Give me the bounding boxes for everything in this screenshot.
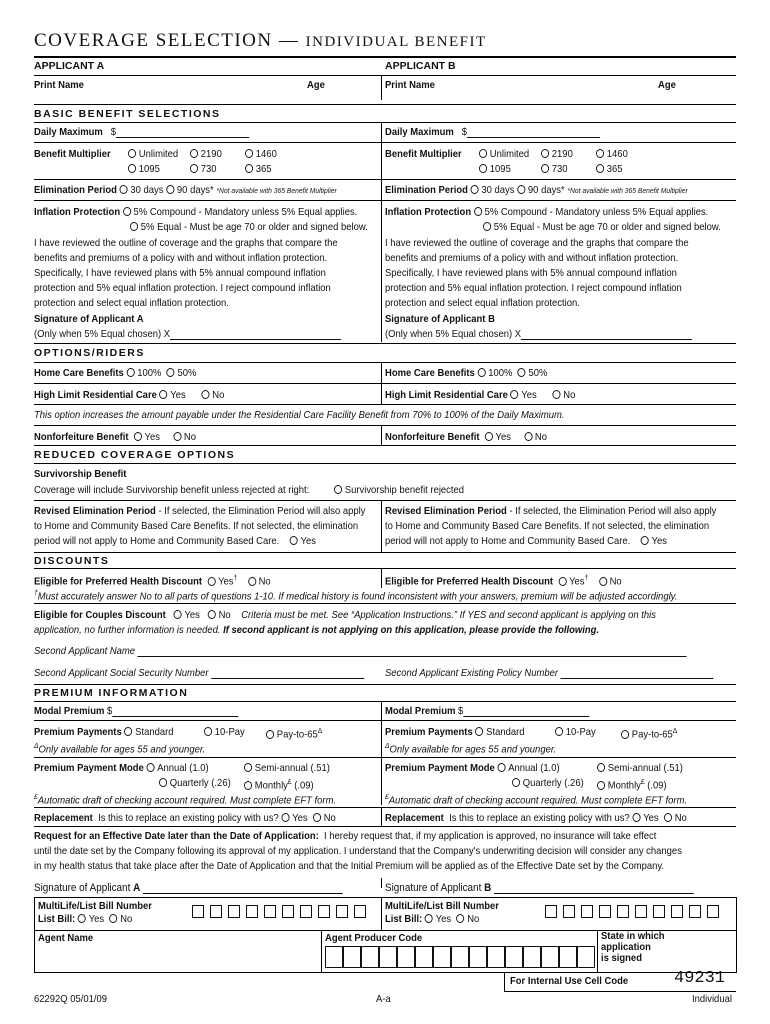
producer-code-digit[interactable] bbox=[559, 946, 577, 968]
agent-name-field[interactable]: Agent Name bbox=[38, 932, 94, 944]
applicant-a-print-name-field[interactable]: Print Name bbox=[34, 79, 84, 91]
infl-a-equal[interactable]: 5% Equal - Must be age 70 or older and signed below. bbox=[130, 221, 368, 233]
high-limit-b: High Limit Residential Care Yes No bbox=[385, 389, 576, 401]
signature-b-equal-field[interactable]: (Only when 5% Equal chosen) X bbox=[385, 328, 692, 340]
title-rule bbox=[34, 56, 736, 58]
mult-b-365[interactable]: 365 bbox=[596, 163, 623, 175]
multilife-b-digit[interactable] bbox=[707, 905, 719, 918]
infl-b-equal[interactable]: 5% Equal - Must be age 70 or older and signed below. bbox=[483, 221, 721, 233]
high-limit-b-no[interactable] bbox=[552, 390, 560, 399]
producer-code-digit[interactable] bbox=[415, 946, 433, 968]
page-number: A-a bbox=[376, 993, 391, 1005]
pm-b-semi[interactable]: Semi-annual (.51) bbox=[597, 762, 683, 774]
multilife-b-digit[interactable] bbox=[563, 905, 575, 918]
inflation-protection-b: Inflation Protection 5% Compound - Mandatory unless 5% Equal applies. bbox=[385, 206, 709, 218]
multilife-b-digit[interactable] bbox=[617, 905, 629, 918]
premium-note-b: $^\Delta$Only available for ages 55 and younger. bbox=[385, 741, 557, 756]
modal-premium-a[interactable]: Modal Premium $ bbox=[34, 705, 238, 717]
mult-a-730[interactable]: 730 bbox=[190, 163, 217, 175]
pp-a-pay65[interactable]: Pay-$to-65^\Delta$ bbox=[266, 726, 322, 741]
applicant-b-print-name-field[interactable]: Print Name bbox=[385, 79, 435, 91]
multilife-b-digit[interactable] bbox=[689, 905, 701, 918]
list-bill-b-yes[interactable] bbox=[425, 914, 433, 923]
infl-b-compound[interactable] bbox=[474, 207, 482, 216]
pm-a-quarterly[interactable]: Quarterly (.26) bbox=[159, 777, 231, 789]
producer-code-digit[interactable] bbox=[451, 946, 469, 968]
home-care-b-100[interactable] bbox=[477, 368, 485, 377]
signature-b-label: Signature of Applicant B bbox=[385, 313, 495, 325]
high-limit-a: High Limit Residential Care Yes No bbox=[34, 389, 225, 401]
agent-producer-code-label: Agent Producer Code bbox=[325, 932, 423, 944]
elimination-period-a: Elimination Period 30 days 90 days* *Not available with 365 Benefit Multiplier bbox=[34, 184, 337, 196]
list-bill-a-yes[interactable] bbox=[78, 914, 86, 923]
applicant-b-age-field[interactable]: Age bbox=[658, 79, 676, 91]
multilife-a-digit[interactable] bbox=[354, 905, 366, 918]
payment-mode-a: Premium Payment Mode Annual (1.0) bbox=[34, 762, 209, 774]
nonforfeit-a-no[interactable] bbox=[173, 432, 181, 441]
couples-discount: Eligible for Couples Discount Yes No Criteria must be met. See “Application Instructions.” If YES and second applicant is applying on this bbox=[34, 609, 656, 621]
high-limit-a-yes[interactable] bbox=[160, 390, 168, 399]
mult-b-1095[interactable]: 1095 bbox=[479, 163, 511, 175]
replacement-b: Replacement Is this to replace an existing policy with us? Yes No bbox=[385, 812, 687, 824]
benefit-multiplier-label-b: Benefit Multiplier bbox=[385, 148, 462, 160]
high-limit-note: This option increases the amount payable under the Residential Care Facility Benefit from 70% to 100% of the Daily Maximum. bbox=[34, 409, 565, 421]
revised-a-yes[interactable] bbox=[290, 536, 298, 545]
revised-b-yes[interactable] bbox=[641, 536, 649, 545]
producer-code-digit[interactable] bbox=[325, 946, 343, 968]
survivorship-label: Survivorship Benefit bbox=[34, 468, 127, 480]
pp-a-10pay[interactable]: 10-Pay bbox=[204, 726, 245, 738]
multilife-b-digit[interactable] bbox=[635, 905, 647, 918]
multilife-a-digit[interactable] bbox=[264, 905, 276, 918]
pm-b-quarterly[interactable]: Quarterly (.26) bbox=[512, 777, 584, 789]
elim-a-30[interactable] bbox=[120, 185, 128, 194]
preferred-b-yes[interactable] bbox=[558, 577, 566, 586]
pp-b-standard[interactable] bbox=[475, 727, 483, 736]
second-applicant-policy-field[interactable]: Second Applicant Existing Policy Number bbox=[385, 667, 714, 679]
inflation-protection-a: Inflation Protection 5% Compound - Mandatory unless 5% Equal applies. bbox=[34, 206, 358, 218]
infl-a-compound[interactable] bbox=[123, 207, 131, 216]
nonforfeiture-b: Nonforfeiture Benefit Yes No bbox=[385, 431, 548, 443]
applicant-b-heading: APPLICANT B bbox=[385, 60, 456, 72]
couples-yes[interactable] bbox=[174, 610, 182, 619]
mult-b-1460[interactable]: 1460 bbox=[596, 148, 628, 160]
pm-b-annual[interactable] bbox=[497, 763, 505, 772]
daily-maximum-b[interactable]: Daily Maximum $ bbox=[385, 126, 600, 138]
high-limit-a-no[interactable] bbox=[201, 390, 209, 399]
nonforfeiture-a: Nonforfeiture Benefit Yes No bbox=[34, 431, 197, 443]
mult-a-1460[interactable]: 1460 bbox=[245, 148, 277, 160]
home-care-a-100[interactable] bbox=[126, 368, 134, 377]
multilife-a-digit[interactable] bbox=[246, 905, 258, 918]
second-applicant-ssn-field[interactable]: Second Applicant Social Security Number bbox=[34, 667, 364, 679]
nonforfeit-b-yes[interactable] bbox=[485, 432, 493, 441]
pm-b-monthly[interactable]: Monthly£ (.09) bbox=[597, 777, 667, 792]
multilife-a-digit[interactable] bbox=[192, 905, 204, 918]
survivorship-reject-option[interactable]: Survivorship benefit rejected bbox=[334, 484, 464, 496]
couples-note: application, no further information is needed. If second applicant is not applying on this application, please provide the following. bbox=[34, 624, 600, 636]
payment-mode-b: Premium Payment Mode Annual (1.0) bbox=[385, 762, 560, 774]
multilife-a-digit[interactable] bbox=[228, 905, 240, 918]
mult-a-2190[interactable]: 2190 bbox=[190, 148, 222, 160]
multilife-b: MultiLife/List Bill Number List Bill: Yes No bbox=[385, 900, 499, 925]
pp-a-standard[interactable] bbox=[124, 727, 132, 736]
multilife-a-digit[interactable] bbox=[336, 905, 348, 918]
state-signed-label: State in which application is signed bbox=[601, 930, 665, 964]
section-basic-benefit: BASIC BENEFIT SELECTIONS bbox=[34, 108, 221, 120]
preferred-discount-b: Eligible for Preferred Health Discount Yes† No bbox=[385, 573, 622, 588]
replacement-a-yes[interactable] bbox=[281, 813, 289, 822]
producer-code-digit[interactable] bbox=[469, 946, 487, 968]
nonforfeit-b-no[interactable] bbox=[524, 432, 532, 441]
mult-b-unlimited[interactable]: Unlimited bbox=[479, 148, 529, 160]
couples-no[interactable] bbox=[208, 610, 216, 619]
eft-note-b: £Automatic draft of checking account required. Must complete EFT form. bbox=[385, 792, 688, 807]
home-care-a-50[interactable] bbox=[167, 368, 175, 377]
effective-date-request: Request for an Effective Date later than the Date of Application: I hereby request that, if my application is approved, no insurance will take effect until the date set by the Company following its approval of my application. I understand that the Company's underwriting decision will consider any changes in my health status that take place after the Date of Application and that the Initial Premium will be applied as of the Effective Date set by the Company. bbox=[34, 830, 682, 872]
review-text-a: I have reviewed the outline of coverage and the graphs that compare the benefits and premiums of a policy with and without inflation protection. Specifically, I have reviewed plans with 5% annual compound inflation protection and 5% equal inflation protection. I reject compound inflation protection and select equal inflation protection. bbox=[34, 237, 338, 309]
producer-code-digit[interactable] bbox=[505, 946, 523, 968]
applicant-a-heading: APPLICANT A bbox=[34, 60, 105, 72]
eft-note-a: £Automatic draft of checking account required. Must complete EFT form. bbox=[34, 792, 337, 807]
home-care-b: Home Care Benefits 100% 50% bbox=[385, 367, 548, 379]
producer-code-digit[interactable] bbox=[523, 946, 541, 968]
daily-maximum-a[interactable]: Daily Maximum $ bbox=[34, 126, 249, 138]
elim-a-90[interactable] bbox=[166, 185, 174, 194]
preferred-b-no[interactable] bbox=[599, 577, 607, 586]
cell-code-value: 49231 bbox=[674, 969, 726, 988]
premium-note-a: $^\Delta$Only available for ages 55 and younger. bbox=[34, 741, 206, 756]
modal-premium-b[interactable]: Modal Premium $ bbox=[385, 705, 589, 717]
mult-a-unlimited[interactable]: Unlimited bbox=[128, 148, 178, 160]
elim-b-30[interactable] bbox=[471, 185, 479, 194]
second-applicant-name-field[interactable]: Second Applicant Name bbox=[34, 645, 687, 657]
elim-b-90[interactable] bbox=[517, 185, 525, 194]
preferred-a-no[interactable] bbox=[248, 577, 256, 586]
signature-a-equal-field[interactable]: (Only when 5% Equal chosen) X bbox=[34, 328, 341, 340]
multilife-a-digit[interactable] bbox=[282, 905, 294, 918]
mult-a-1095[interactable]: 1095 bbox=[128, 163, 160, 175]
survivorship-text: Coverage will include Survivorship benefit unless rejected at right: bbox=[34, 484, 310, 496]
replacement-a: Replacement Is this to replace an existing policy with us? Yes No bbox=[34, 812, 336, 824]
pp-b-10pay[interactable]: 10-Pay bbox=[555, 726, 596, 738]
internal-use-cell-code-label: For Internal Use Cell Code bbox=[510, 975, 629, 987]
producer-code-digit[interactable] bbox=[343, 946, 361, 968]
multilife-b-digit[interactable] bbox=[581, 905, 593, 918]
replacement-a-no[interactable] bbox=[313, 813, 321, 822]
multilife-a-digit[interactable] bbox=[300, 905, 312, 918]
pm-a-monthly[interactable]: Monthly£ (.09) bbox=[244, 777, 314, 792]
premium-payments-b: Premium Payments Standard bbox=[385, 726, 525, 738]
producer-code-digit[interactable] bbox=[433, 946, 451, 968]
replacement-b-no[interactable] bbox=[664, 813, 672, 822]
page-title: COVERAGE SELECTION — INDIVIDUAL BENEFIT bbox=[34, 30, 487, 51]
applicant-a-age-field[interactable]: Age bbox=[307, 79, 325, 91]
nonforfeit-a-yes[interactable] bbox=[134, 432, 142, 441]
section-premium: PREMIUM INFORMATION bbox=[34, 687, 189, 699]
multilife-a: MultiLife/List Bill Number List Bill: Yes No bbox=[38, 900, 152, 925]
multilife-b-digit[interactable] bbox=[545, 905, 557, 918]
multilife-b-digit[interactable] bbox=[653, 905, 665, 918]
producer-code-digit[interactable] bbox=[541, 946, 559, 968]
mult-b-2190[interactable]: 2190 bbox=[541, 148, 573, 160]
benefit-multiplier-label-a: Benefit Multiplier bbox=[34, 148, 111, 160]
review-text-b: I have reviewed the outline of coverage and the graphs that compare the benefits and premiums of a policy with and without inflation protection. Specifically, I have reviewed plans with 5% annual compound inflation protection and 5% equal inflation protection. I reject compound inflation protection and select equal inflation protection. bbox=[385, 237, 689, 309]
list-bill-b-no[interactable] bbox=[456, 914, 464, 923]
form-type: Individual bbox=[692, 993, 732, 1005]
pm-a-semi[interactable]: Semi-annual (.51) bbox=[244, 762, 330, 774]
producer-code-digit[interactable] bbox=[379, 946, 397, 968]
pm-a-annual[interactable] bbox=[146, 763, 154, 772]
section-options-riders: OPTIONS/RIDERS bbox=[34, 347, 145, 359]
signature-applicant-b-field[interactable]: Signature of Applicant B bbox=[385, 882, 694, 894]
producer-code-digit[interactable] bbox=[487, 946, 505, 968]
mult-b-730[interactable]: 730 bbox=[541, 163, 568, 175]
elimination-period-b: Elimination Period 30 days 90 days* *Not available with 365 Benefit Multiplier bbox=[385, 184, 688, 196]
multilife-a-digit[interactable] bbox=[318, 905, 330, 918]
replacement-b-yes[interactable] bbox=[632, 813, 640, 822]
premium-payments-a: Premium Payments Standard bbox=[34, 726, 174, 738]
signature-applicant-a-field[interactable]: Signature of Applicant A bbox=[34, 882, 343, 894]
producer-code-digit[interactable] bbox=[361, 946, 379, 968]
form-number: 62292Q 05/01/09 bbox=[34, 993, 108, 1005]
preferred-discount-a: Eligible for Preferred Health Discount Yes† No bbox=[34, 573, 271, 588]
signature-a-label: Signature of Applicant A bbox=[34, 313, 144, 325]
producer-code-digit[interactable] bbox=[397, 946, 415, 968]
mult-a-365[interactable]: 365 bbox=[245, 163, 272, 175]
producer-code-digit[interactable] bbox=[577, 946, 595, 968]
high-limit-b-yes[interactable] bbox=[511, 390, 519, 399]
multilife-b-digit[interactable] bbox=[671, 905, 683, 918]
section-discounts: DISCOUNTS bbox=[34, 555, 110, 567]
home-care-b-50[interactable] bbox=[518, 368, 526, 377]
multilife-b-digit[interactable] bbox=[599, 905, 611, 918]
home-care-a: Home Care Benefits 100% 50% bbox=[34, 367, 197, 379]
revised-elim-a: Revised Elimination Period - If selected, the Elimination Period will also apply to Home and Community Based Care Benefits. If not selected, the elimination period will not apply to Home and Community Based Care. Yes bbox=[34, 505, 366, 547]
multilife-a-digit[interactable] bbox=[210, 905, 222, 918]
preferred-note: †Must accurately answer No to all parts of questions 1-10. If medical history is found inconsistent with your answers, premium will be adjusted accordingly. bbox=[34, 588, 678, 603]
list-bill-a-no[interactable] bbox=[109, 914, 117, 923]
pp-b-pay65[interactable]: Pay-$to-65^\Delta$ bbox=[621, 726, 677, 741]
revised-elim-b: Revised Elimination Period - If selected, the Elimination Period will also apply to Home and Community Based Care Benefits. If not selected, the elimination period will not apply to Home and Community Based Care. Yes bbox=[385, 505, 717, 547]
preferred-a-yes[interactable] bbox=[207, 577, 215, 586]
section-reduced-coverage: REDUCED COVERAGE OPTIONS bbox=[34, 449, 236, 461]
